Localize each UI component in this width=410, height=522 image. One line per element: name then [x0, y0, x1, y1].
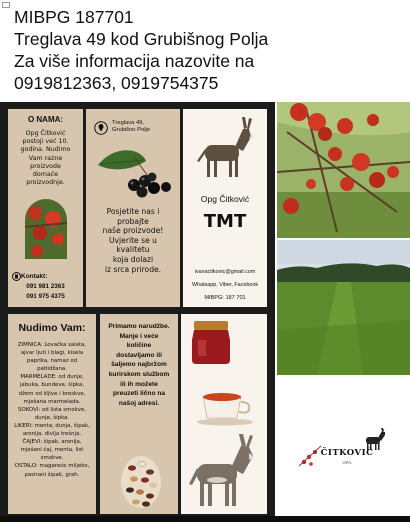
- logo-name: ČITKOVIĆ: [320, 448, 374, 458]
- phone-icon: [12, 272, 21, 281]
- about-text: Opg Čitković postoji već 10. godina. Nudimo Vam razne proizvode domaće proizvodnje.: [20, 130, 71, 187]
- rosehip-branch-image: [277, 102, 410, 238]
- offer-card: [8, 314, 96, 514]
- products-card: [181, 314, 267, 514]
- jam-jar-illustration: [188, 318, 234, 366]
- offer-title: Nudimo Vam:: [18, 322, 86, 334]
- donkey-photo: [187, 434, 263, 512]
- grass-field-image: [277, 240, 410, 375]
- bottom-bar: [0, 516, 410, 522]
- field-photo[interactable]: [277, 240, 410, 375]
- aronia-photo: [94, 143, 176, 199]
- orders-text: Primamo narudžbe. Manje i veće količine dostavljamo ili šaljemo najbržom kurirskom službom ili ih možete preuzeti lično na našoj adresi.: [108, 323, 170, 407]
- visit-text: Posjetite nas i probajte naše proizvode! Uvjerite se u kvalitetu koja dolazi iz srca prirode.: [102, 207, 164, 274]
- brand-name: Opg Čitković: [200, 194, 250, 204]
- brand-mibpg: MIBPG: 187 701: [204, 295, 246, 301]
- logo-image[interactable]: [277, 378, 410, 514]
- orders-card: [100, 314, 178, 514]
- message-header: [0, 0, 410, 100]
- about-title: O NAMA:: [27, 115, 64, 124]
- header-info: Za više informacija nazovite na: [14, 51, 255, 71]
- brand-initials: TMT: [203, 211, 247, 232]
- phone-2[interactable]: 091 975 4375: [26, 293, 65, 300]
- brand-messengers: Whatsapp, Viber, Facebook: [191, 282, 259, 288]
- offer-list: ZIMNICA: Lovačka salata, ajvar ljuti i blagi, kisela paprika, namaz od patlidžana. MARMELADE: od dunje, jabuka, bundeve, šipka, džem od šljive i breskve, mješana marmelada. SOKOVI: od lista smokve, dunje, šipka. LIKERI: menta, dunja, šipak, aronija, divlja trešnja. ČAJEVI: šipak, aronija, mješani čaj, menta, list smokve. OSTALO: magareće mlijeko, pasirani šipak, grah.: [14, 342, 90, 478]
- address: Treglava 49, Grubišno Polje: [112, 120, 151, 133]
- brand-card: [183, 109, 267, 307]
- header-mibpg: MIBPG 187701: [14, 7, 134, 27]
- donkey-illustration: [191, 115, 259, 181]
- visit-card: [86, 109, 180, 307]
- tea-cup-illustration: [195, 388, 255, 426]
- rosehip-orchard-photo[interactable]: [277, 102, 410, 238]
- brand-email[interactable]: ivanacitkovic@gmail.com: [194, 269, 256, 275]
- header-phones[interactable]: 0919812363, 0919754375: [14, 73, 219, 93]
- location-pin-icon: [94, 121, 108, 135]
- phone-1[interactable]: 091 981 2363: [26, 283, 65, 290]
- about-card: [8, 109, 83, 307]
- header-address: Treglava 49 kod Grubišnog Polja: [14, 29, 269, 49]
- beans-photo: [120, 452, 162, 510]
- rosehip-photo: [25, 199, 67, 259]
- poster-image[interactable]: [0, 102, 275, 522]
- envelope-icon: [2, 2, 10, 8]
- logo-sub: OPG: [342, 460, 352, 465]
- contact-title: Kontakt:: [21, 273, 48, 280]
